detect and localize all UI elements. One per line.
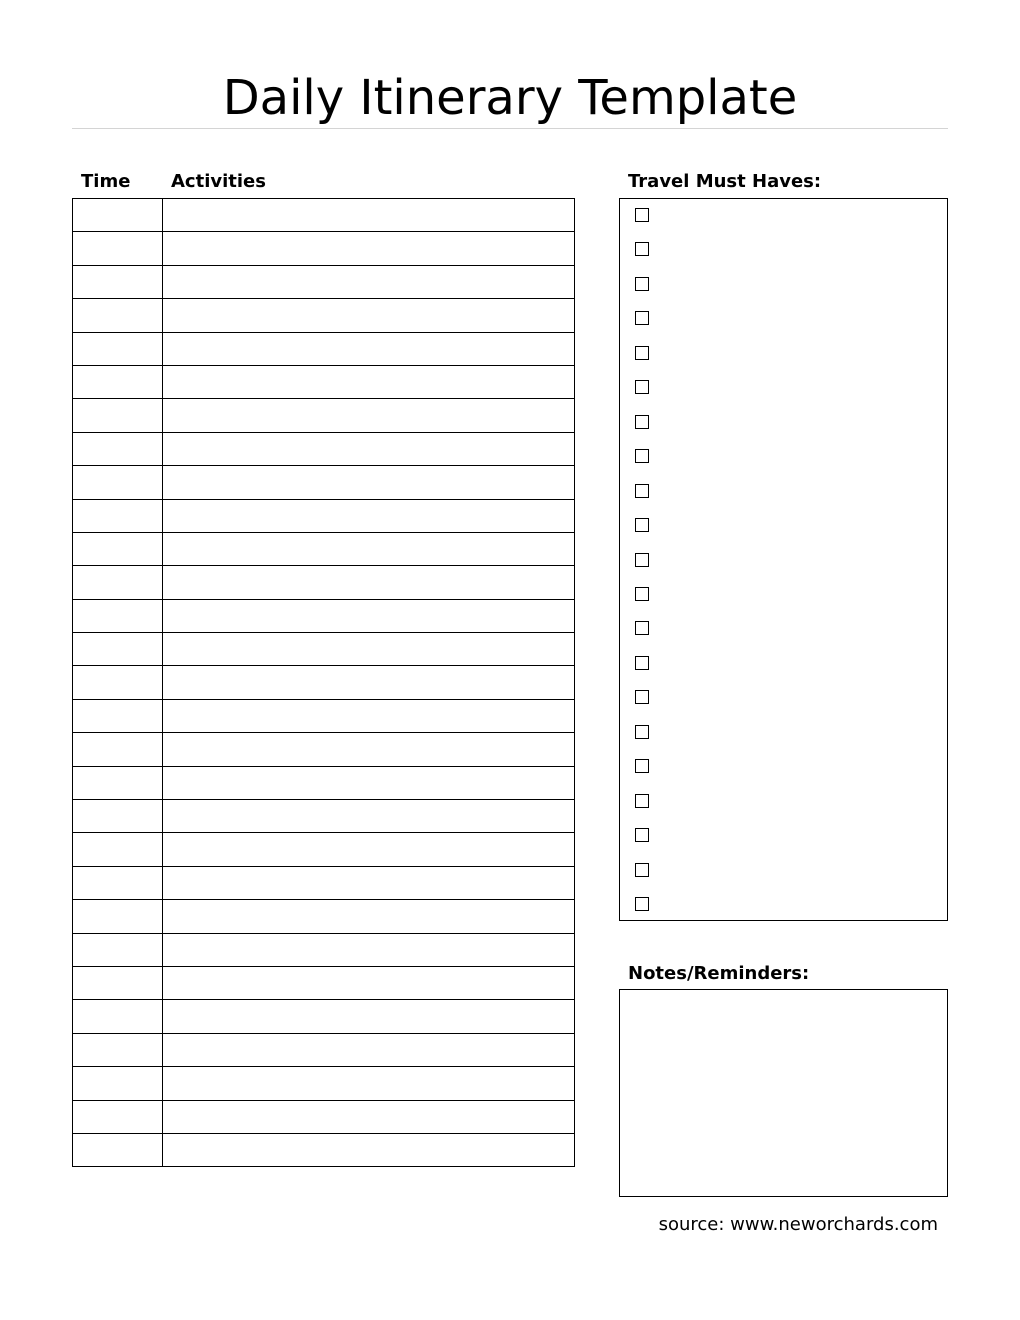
- table-row: [73, 1100, 575, 1133]
- time-cell[interactable]: [73, 633, 163, 666]
- checkbox[interactable]: [635, 415, 649, 429]
- time-cell[interactable]: [73, 933, 163, 966]
- source-credit: source: www.neworchards.com: [658, 1214, 938, 1235]
- table-row: [73, 633, 575, 666]
- activity-cell[interactable]: [163, 199, 575, 232]
- activity-cell[interactable]: [163, 1033, 575, 1066]
- activity-cell[interactable]: [163, 265, 575, 298]
- table-row: [73, 499, 575, 532]
- activity-cell[interactable]: [163, 833, 575, 866]
- checkbox[interactable]: [635, 794, 649, 808]
- checkbox[interactable]: [635, 656, 649, 670]
- itinerary-table: [72, 198, 575, 1167]
- time-cell[interactable]: [73, 766, 163, 799]
- table-row: [73, 332, 575, 365]
- time-cell[interactable]: [73, 1067, 163, 1100]
- time-cell[interactable]: [73, 666, 163, 699]
- table-row: [73, 1033, 575, 1066]
- time-cell[interactable]: [73, 432, 163, 465]
- checkbox[interactable]: [635, 208, 649, 222]
- activity-cell[interactable]: [163, 532, 575, 565]
- activity-cell[interactable]: [163, 733, 575, 766]
- checkbox[interactable]: [635, 449, 649, 463]
- table-row: [73, 566, 575, 599]
- time-cell[interactable]: [73, 900, 163, 933]
- activity-cell[interactable]: [163, 1067, 575, 1100]
- checkbox[interactable]: [635, 380, 649, 394]
- activity-cell[interactable]: [163, 365, 575, 398]
- time-cell[interactable]: [73, 599, 163, 632]
- checkbox[interactable]: [635, 553, 649, 567]
- time-cell[interactable]: [73, 1133, 163, 1166]
- table-row: [73, 599, 575, 632]
- time-cell[interactable]: [73, 299, 163, 332]
- table-row: [73, 666, 575, 699]
- table-row: [73, 833, 575, 866]
- travel-must-haves-header: Travel Must Haves:: [628, 171, 822, 192]
- time-cell[interactable]: [73, 733, 163, 766]
- table-row: [73, 432, 575, 465]
- itinerary-table-body: [73, 199, 575, 1167]
- table-row: [73, 299, 575, 332]
- activity-cell[interactable]: [163, 1000, 575, 1033]
- time-cell[interactable]: [73, 566, 163, 599]
- table-row: [73, 232, 575, 265]
- travel-must-haves-list: [619, 198, 948, 921]
- table-row: [73, 933, 575, 966]
- table-row: [73, 1000, 575, 1033]
- table-row: [73, 532, 575, 565]
- title-divider: [72, 128, 948, 129]
- time-cell[interactable]: [73, 499, 163, 532]
- table-row: [73, 199, 575, 232]
- time-cell[interactable]: [73, 866, 163, 899]
- checkbox[interactable]: [635, 690, 649, 704]
- time-cell[interactable]: [73, 833, 163, 866]
- checkbox[interactable]: [635, 759, 649, 773]
- activity-cell[interactable]: [163, 566, 575, 599]
- activity-cell[interactable]: [163, 766, 575, 799]
- time-cell[interactable]: [73, 1100, 163, 1133]
- checkbox[interactable]: [635, 346, 649, 360]
- table-row: [73, 900, 575, 933]
- time-cell[interactable]: [73, 332, 163, 365]
- checkbox[interactable]: [635, 484, 649, 498]
- time-cell[interactable]: [73, 532, 163, 565]
- notes-reminders-box[interactable]: [619, 989, 948, 1197]
- activity-cell[interactable]: [163, 466, 575, 499]
- table-row: [73, 733, 575, 766]
- activity-cell[interactable]: [163, 866, 575, 899]
- checkbox[interactable]: [635, 897, 649, 911]
- activity-cell[interactable]: [163, 966, 575, 999]
- activity-cell[interactable]: [163, 432, 575, 465]
- time-cell[interactable]: [73, 199, 163, 232]
- table-row: [73, 1067, 575, 1100]
- time-cell[interactable]: [73, 232, 163, 265]
- table-row: [73, 966, 575, 999]
- activity-cell[interactable]: [163, 232, 575, 265]
- time-cell[interactable]: [73, 800, 163, 833]
- page-title: Daily Itinerary Template: [222, 70, 798, 126]
- table-row: [73, 699, 575, 732]
- activity-cell[interactable]: [163, 699, 575, 732]
- activity-cell[interactable]: [163, 332, 575, 365]
- activities-column-header: Activities: [171, 171, 266, 192]
- activity-cell[interactable]: [163, 800, 575, 833]
- table-row: [73, 766, 575, 799]
- table-row: [73, 800, 575, 833]
- activity-cell[interactable]: [163, 666, 575, 699]
- table-row: [73, 466, 575, 499]
- table-row: [73, 265, 575, 298]
- activity-cell[interactable]: [163, 399, 575, 432]
- time-cell[interactable]: [73, 365, 163, 398]
- checkbox[interactable]: [635, 277, 649, 291]
- checkbox[interactable]: [635, 518, 649, 532]
- time-cell[interactable]: [73, 699, 163, 732]
- checkbox[interactable]: [635, 828, 649, 842]
- checkbox[interactable]: [635, 311, 649, 325]
- checkbox[interactable]: [635, 242, 649, 256]
- activity-cell[interactable]: [163, 900, 575, 933]
- time-cell[interactable]: [73, 466, 163, 499]
- activity-cell[interactable]: [163, 1133, 575, 1166]
- activity-cell[interactable]: [163, 599, 575, 632]
- time-cell[interactable]: [73, 265, 163, 298]
- time-cell[interactable]: [73, 966, 163, 999]
- checkbox[interactable]: [635, 621, 649, 635]
- checkbox[interactable]: [635, 863, 649, 877]
- time-cell[interactable]: [73, 1033, 163, 1066]
- table-row: [73, 399, 575, 432]
- time-cell[interactable]: [73, 1000, 163, 1033]
- activity-cell[interactable]: [163, 1100, 575, 1133]
- checkbox[interactable]: [635, 725, 649, 739]
- table-row: [73, 866, 575, 899]
- activity-cell[interactable]: [163, 933, 575, 966]
- notes-reminders-header: Notes/Reminders:: [628, 963, 810, 984]
- time-cell[interactable]: [73, 399, 163, 432]
- activity-cell[interactable]: [163, 299, 575, 332]
- activity-cell[interactable]: [163, 633, 575, 666]
- table-row: [73, 1133, 575, 1166]
- activity-cell[interactable]: [163, 499, 575, 532]
- table-row: [73, 365, 575, 398]
- time-column-header: Time: [81, 171, 131, 192]
- checkbox[interactable]: [635, 587, 649, 601]
